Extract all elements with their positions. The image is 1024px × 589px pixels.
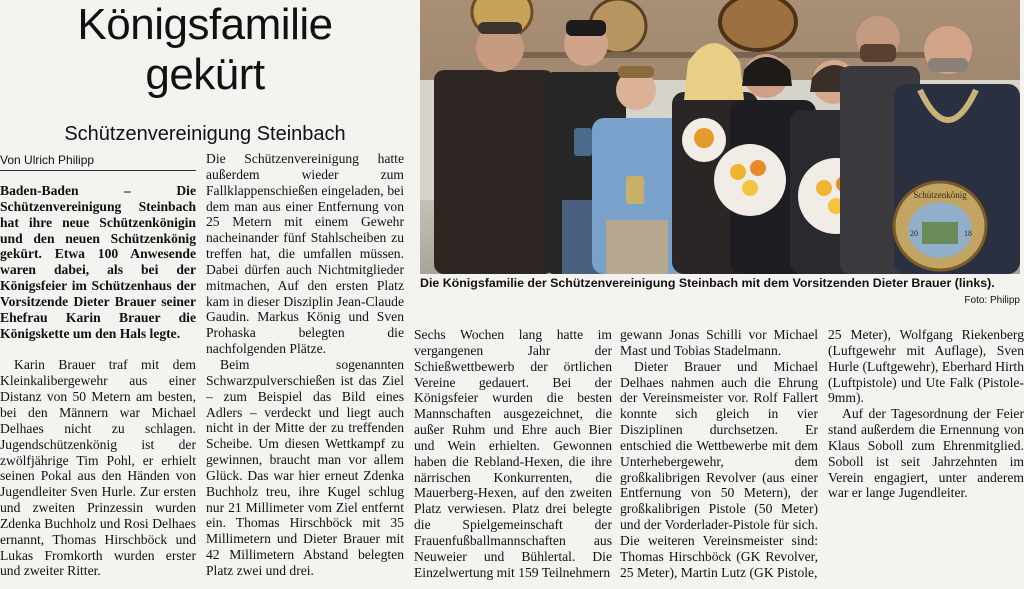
article-column-5: 25 Meter), Wolfgang Riekenberg (Luftgewehr mit Auflage), Sven Hurle (Luftgewehr), Eberhard Hirth (Luftpistole) und Ute Falk (Pistole-9mm). Auf der Tagesordnung der Feier stand außerdem die Ernennung von Klaus Soboll zum Ehrenmitglied. Soboll ist seit Jahrzehnten im Verein engagiert, unter anderem war er lange Jugendleiter. <box>828 327 1024 501</box>
wall-plate <box>720 0 796 50</box>
article-column-3: Sechs Wochen lang hatte im vergangenen Jahr der Schießwettbewerb der örtlichen Vereine gedauert. Bei der Königsfeier wurden die besten Mannschaften ausgezeichnet, die außer Ruhm und Ehre auch Bier und Wein erhielten. Gewonnen haben die Rebland-Hexen, die ihre närrischen Konkurrenten, die Mauerberg-Hexen, auf den zweiten Platz verwiesen. Platz drei belegte die Spielgemeinschaft der Frauenfußballmannschaften aus Neuweier und Bühlertal. Die Einzelwertung mit 159 Teilnehmern <box>414 327 612 580</box>
group-photo-illustration <box>420 0 1020 274</box>
headline <box>0 0 410 100</box>
plate-text: Schützenkönig <box>913 190 967 200</box>
subheadline: Schützenvereinigung Steinbach <box>64 123 346 145</box>
plate-year-right: 18 <box>964 229 972 238</box>
plate-year-left: 20 <box>910 229 918 238</box>
byline: Von Ulrich Philipp <box>0 152 196 171</box>
headline-line-1: Königsfamilie <box>77 0 333 49</box>
article-column-2: Die Schützenvereinigung hatte außerdem wieder zum Fallklappenschießen eingeladen, bei dem man aus einer Entfernung von 25 Metern mit einem Gewehr nacheinander fünf Stahlscheiben zu treffen hat, die umfallen müssen. Dabei dürfen auch Nichtmitglieder mitmachen, Auf den ersten Platz kam in dieser Disziplin Jean-Claude Gaudin. Markus König und Sven Prohaska belegten die nachfolgenden Plätze. Beim sogenannten Schwarzpulverschießen ist das Ziel – zum Beispiel das Bild eines Adlers – verdeckt und liegt auch nicht in der Mitte der zu treffenden Scheibe. Um diesen Wettkampf zu gewinnen, braucht man vor allem Glück. Das war hier erneut Zdenka Buchholz treu, ihre Kugel schlug nur 21 Millimeter vom Ziel entfernt ein. Thomas Hirschböck mit 35 Millimetern und Dieter Brauer mit 42 Millimetern Abstand belegten Platz zwei und drei. <box>206 151 404 578</box>
group-photo <box>420 0 1020 274</box>
headline-line-2: gekürt <box>145 50 265 99</box>
article-column-4: gewann Jonas Schilli vor Michael Mast und Tobias Stadelmann. Dieter Brauer und Michael Delhaes nahmen auch die Ehrung der Vereinsmeister vor. Rolf Fallert konnte sich gleich in vier Disziplinen durchsetzen. Er entschied die Wettbewerbe mit dem Unterhebergewehr, dem großkalibrigen Revolver (aus einer Entfernung von 50 Metern), der großkalibrigen Pistole (50 Meter) und der Vorderlader-Pistole für sich. Die weiteren Vereinsmeister sind: Thomas Hirschböck (GK Revolver, 25 Meter), Martin Lutz (GK Pistole, <box>620 327 818 580</box>
photo-caption: Die Königsfamilie der Schützenvereinigung Steinbach mit dem Vorsitzenden Dieter Brauer (links). <box>420 276 995 290</box>
photo-credit: Foto: Philipp <box>964 295 1020 306</box>
trophy-plate <box>894 182 986 270</box>
article-column-1: Baden-Baden – Die Schützenvereinigung Steinbach hat ihre neue Schützenkönigin und den neuen Schützenkönig gekürt. Etwa 100 Anwesende waren dabei, als bei der Königsfeier im Schützenhaus der Vorsitzende Dieter Brauer seiner Ehefrau Karin Brauer die Königskette um den Hals legte. Karin Brauer traf mit dem Kleinkalibergewehr aus einer Distanz von 50 Metern am besten, bei den Männern war Michael Delhaes nicht zu schlagen. Jugendschützenkönig ist der zwölfjährige Tim Pohl, er erhielt seinen Pokal aus den Händen von Jugendleiter Sven Hurle. Zur ersten und zweiten Prinzessin wurden Zdenka Buchholz und Rosi Delhaes ernannt, Thomas Hirschböck und Lukas Fromkorth wurden erster und zweiter Ritter. <box>0 183 196 579</box>
